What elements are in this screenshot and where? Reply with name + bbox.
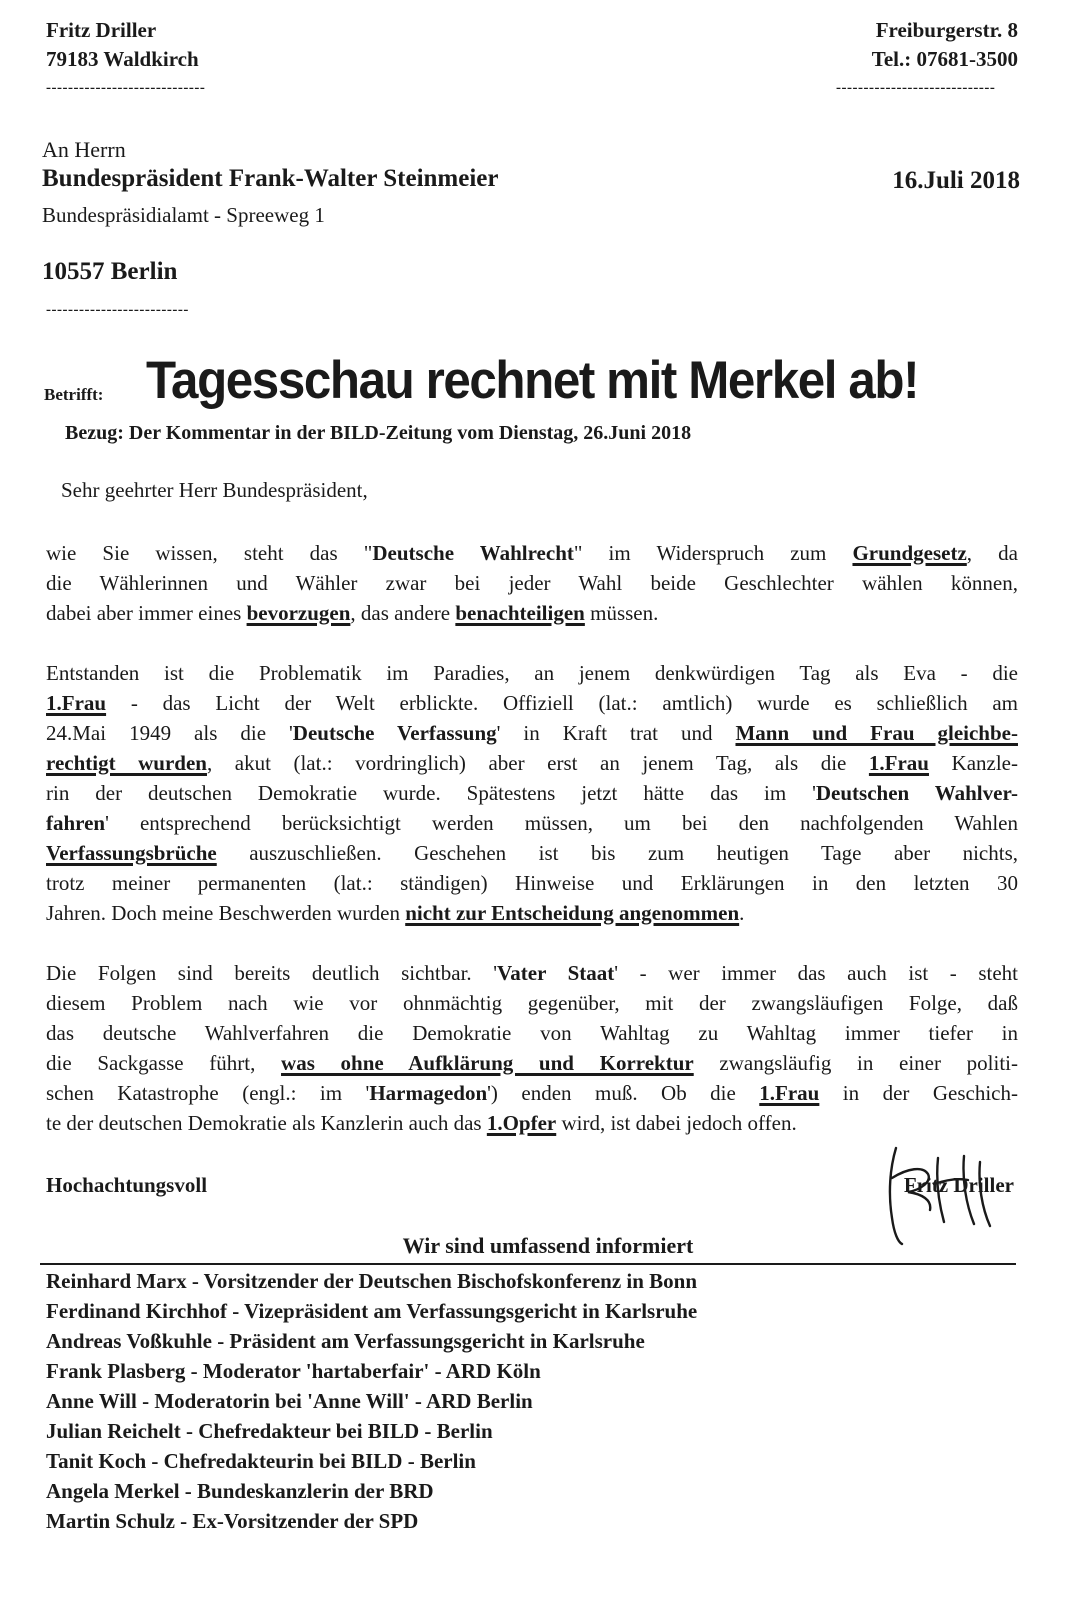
salutation: Sehr geehrter Herr Bundespräsident, [61, 478, 368, 502]
subject-title: Tagesschau rechnet mit Merkel ab! [146, 351, 919, 410]
cc-item: Frank Plasberg - Moderator 'hartaberfair' - ARD Köln [46, 1359, 541, 1383]
paragraph-2 [46, 658, 1018, 928]
paragraph-line: Entstanden ist die Problematik im Paradies, an jenem denkwürdigen Tag als Eva - die [46, 661, 1018, 685]
cc-item: Julian Reichelt - Chefredakteur bei BILD - Berlin [46, 1419, 493, 1443]
sender-contact [872, 16, 1018, 74]
sender-name: Fritz Driller [46, 18, 157, 42]
recipient-intro: An Herrn [42, 137, 126, 162]
paragraph-line: wie Sie wissen, steht das "Deutsche Wahlrecht" im Widerspruch zum Grundgesetz, da [46, 541, 1018, 565]
subject-label: Betrifft: [44, 385, 104, 404]
paragraph-line: 1.Frau - das Licht der Welt erblickte. Offiziell (lat.: amtlich) wurde es schließlich am [46, 691, 1018, 715]
cc-item: Tanit Koch - Chefredakteurin bei BILD - Berlin [46, 1449, 476, 1473]
paragraph-line: Verfassungsbrüche auszuschließen. Geschehen ist bis zum heutigen Tage aber nichts, [46, 841, 1018, 865]
paragraph-1 [46, 538, 1018, 628]
signature-name: Fritz Driller [903, 1173, 1014, 1197]
cc-item: Anne Will - Moderatorin bei 'Anne Will' - ARD Berlin [46, 1389, 533, 1413]
paragraph-line: die Sackgasse führt, was ohne Aufklärung und Korrektur zwangsläufig in einer politi- [46, 1051, 1018, 1075]
reference-line: Bezug: Der Kommentar in der BILD-Zeitung vom Dienstag, 26.Juni 2018 [65, 422, 692, 444]
sender-divider: ----------------------------- [46, 80, 206, 96]
recipient-divider: -------------------------- [46, 302, 189, 318]
paragraph-line: Die Folgen sind bereits deutlich sichtbar. 'Vater Staat' - wer immer das auch ist - steht [46, 961, 1018, 985]
paragraph-line: rechtigt wurden, akut (lat.: vordringlich) aber erst an jenem Tag, als die 1.Frau Kanzle- [46, 751, 1018, 775]
info-heading: Wir sind umfassend informiert [402, 1233, 694, 1258]
sender-city: 79183 Waldkirch [46, 47, 199, 71]
paragraph-line: die Wählerinnen und Wähler zwar bei jeder Wahl beide Geschlechter wählen können, [46, 571, 1018, 595]
cc-item: Reinhard Marx - Vorsitzender der Deutschen Bischofskonferenz in Bonn [46, 1269, 698, 1293]
cc-item: Angela Merkel - Bundeskanzlerin der BRD [46, 1479, 434, 1503]
paragraph-line: dabei aber immer eines bevorzugen, das andere benachteiligen müssen. [46, 601, 659, 625]
recipient-name: Bundespräsident Frank-Walter Steinmeier [42, 165, 499, 192]
letter-date: 16.Juli 2018 [892, 167, 1020, 194]
cc-item: Andreas Voßkuhle - Präsident am Verfassungsgericht in Karlsruhe [46, 1329, 645, 1353]
sender-contact-divider: ----------------------------- [836, 80, 996, 96]
paragraph-line: rin der deutschen Demokratie wurde. Spätestens jetzt hätte das im 'Deutschen Wahlver- [46, 781, 1018, 805]
cc-item: Martin Schulz - Ex-Vorsitzender der SPD [46, 1509, 419, 1533]
sender-phone: Tel.: 07681-3500 [871, 47, 1018, 71]
paragraph-line: schen Katastrophe (engl.: im 'Harmagedon') enden muß. Ob die 1.Frau in der Geschich- [46, 1081, 1018, 1105]
paragraph-line: diesem Problem nach wie vor ohnmächtig gegenüber, mit der zwangsläufigen Folge, daß [46, 991, 1018, 1015]
paragraph-line: das deutsche Wahlverfahren die Demokratie von Wahltag zu Wahltag immer tiefer in [46, 1021, 1018, 1045]
sender-block [46, 16, 199, 74]
sender-street: Freiburgerstr. 8 [875, 18, 1018, 42]
paragraph-line: 24.Mai 1949 als die 'Deutsche Verfassung' in Kraft trat und Mann und Frau gleichbe- [46, 721, 1018, 745]
recipient-city: 10557 Berlin [42, 258, 178, 285]
paragraph-3 [46, 958, 1018, 1138]
paragraph-line: te der deutschen Demokratie als Kanzlerin auch das 1.Opfer wird, ist dabei jedoch offen. [46, 1111, 797, 1135]
recipient-office: Bundespräsidialamt - Spreeweg 1 [42, 203, 325, 227]
paragraph-line: trotz meiner permanenten (lat.: ständigen) Hinweise und Erklärungen in den letzten 30 [46, 871, 1018, 895]
cc-list [46, 1266, 697, 1536]
signature-scribble [868, 1138, 1018, 1248]
info-divider [40, 1263, 1016, 1265]
cc-item: Ferdinand Kirchhof - Vizepräsident am Verfassungsgericht in Karlsruhe [46, 1299, 698, 1323]
closing: Hochachtungsvoll [46, 1173, 208, 1197]
paragraph-line: Jahren. Doch meine Beschwerden wurden nicht zur Entscheidung angenommen. [46, 901, 745, 925]
paragraph-line: fahren' entsprechend berücksichtigt werden müssen, um bei den nachfolgenden Wahlen [46, 811, 1018, 835]
